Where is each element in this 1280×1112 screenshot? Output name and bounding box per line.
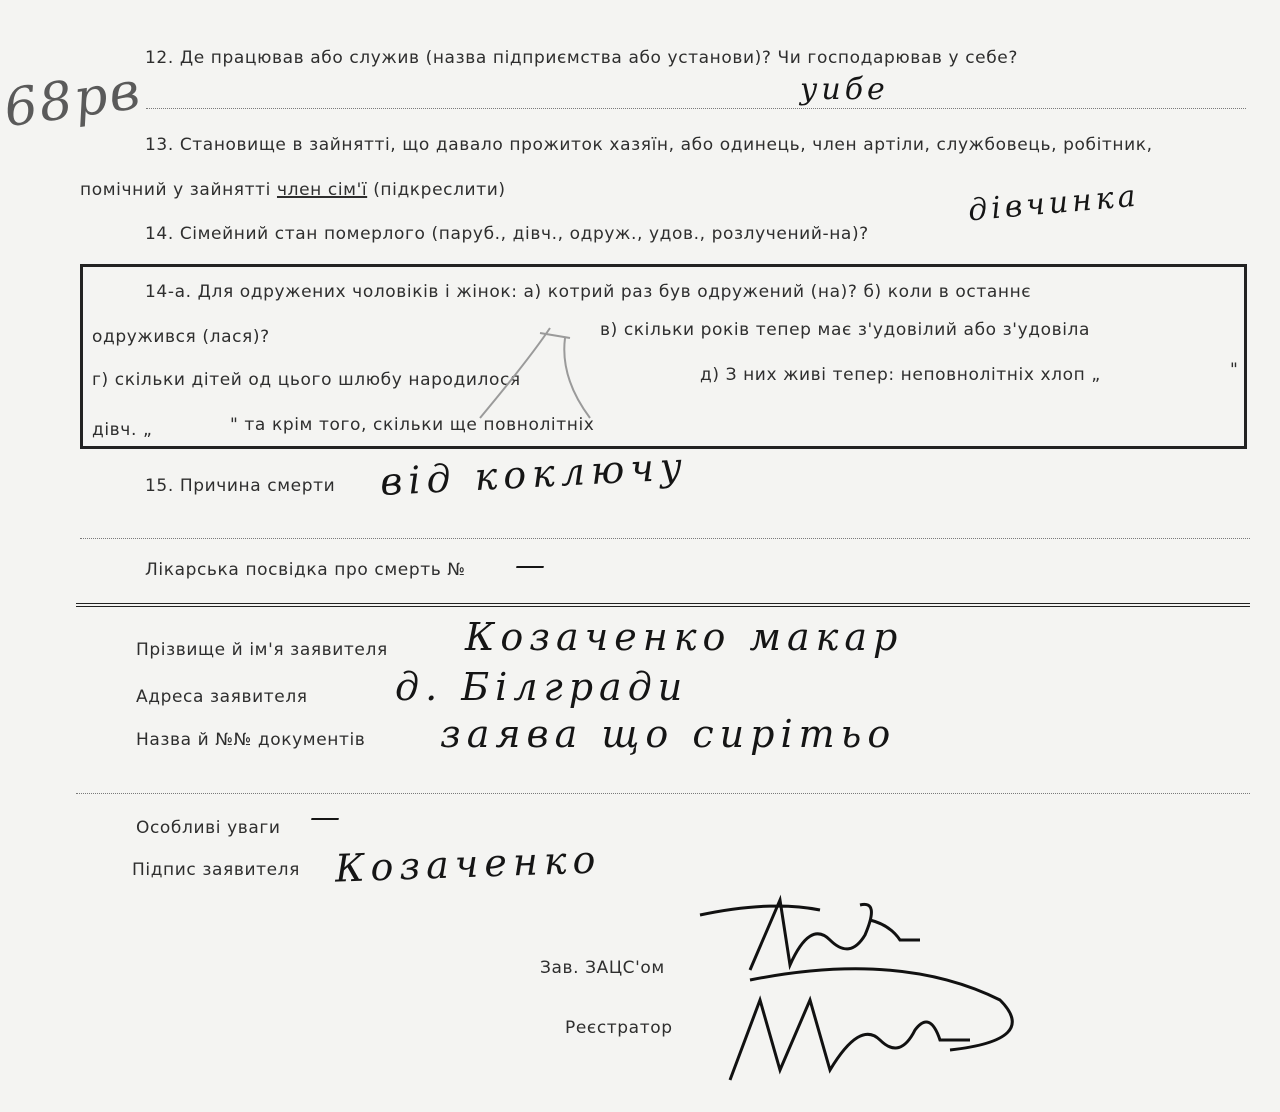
q13-line2-suffix: (підкреслити): [373, 180, 506, 200]
medical-answer: —: [515, 548, 549, 583]
medical-label: Лікарська посвідка про смерть №: [145, 560, 466, 580]
q14a-line3a: г) скільки дітей од цього шлюбу народилося: [92, 370, 521, 390]
margin-note: 68рв: [0, 60, 146, 140]
applicant-name-value: Козаченко макар: [465, 615, 904, 659]
applicant-docs-label: Назва й №№ документів: [136, 730, 366, 750]
q14a-line3c: ": [1230, 360, 1239, 380]
registrar-signature: [700, 960, 1040, 1100]
q12-answer: уибе: [800, 72, 889, 107]
notes-value: —: [310, 800, 344, 835]
head-label: Зав. ЗАЦС'ом: [540, 958, 665, 978]
q13-line2-prefix: помічний у зайнятті: [80, 180, 271, 200]
q14a-line1: 14-а. Для одружених чоловіків і жінок: а) котрий раз був одружений (на)? б) коли в останнє: [145, 282, 1032, 302]
applicant-name-label: Прізвище й ім'я заявителя: [136, 640, 388, 660]
registrar-label: Реєстратор: [565, 1018, 673, 1038]
q15-label: 15. Причина смерти: [145, 476, 336, 496]
q14a-line3b: д) З них живі тепер: неповнолітніх хлоп „: [700, 365, 1101, 385]
signature-label: Підпис заявителя: [132, 860, 300, 880]
q14-answer: дівчинка: [966, 178, 1141, 229]
notes-label: Особливі уваги: [136, 818, 281, 838]
q12-label: 12. Де працював або служив (назва підприємства або установи)? Чи господарював у себе?: [145, 48, 1018, 68]
q14a-line2a: одружився (лася)?: [92, 327, 270, 347]
q12-answer-line: [146, 108, 1246, 109]
q13-line2: [80, 180, 506, 200]
applicant-signature: Козаченко: [334, 837, 603, 891]
section-divider: [76, 603, 1250, 607]
q15-answer: від коключу: [379, 443, 689, 505]
q13-line1: 13. Становище в зайнятті, що давало прожиток хазяїн, або одинець, член артіли, службовець, робітник,: [145, 135, 1153, 155]
applicant-docs-value: заява що сирітьо: [440, 712, 897, 756]
q14a-strike-mark: [470, 318, 630, 428]
q14a-line4a: дівч. „: [92, 420, 153, 440]
docs-line: [76, 793, 1250, 794]
q14a-line4b: " та крім того, скільки ще повнолітніх: [230, 415, 595, 435]
applicant-address-label: Адреса заявителя: [136, 687, 308, 707]
q13-line2-underlined: член сім'ї: [276, 180, 368, 200]
q14-label: 14. Сімейний стан померлого (паруб., дівч., одруж., удов., розлучений-на)?: [145, 224, 869, 244]
q15-answer-line: [80, 538, 1250, 539]
applicant-address-value: д. Білгради: [395, 665, 689, 709]
q14a-line2b: в) скільки років тепер має з'удовілий або з'удовіла: [600, 320, 1091, 340]
